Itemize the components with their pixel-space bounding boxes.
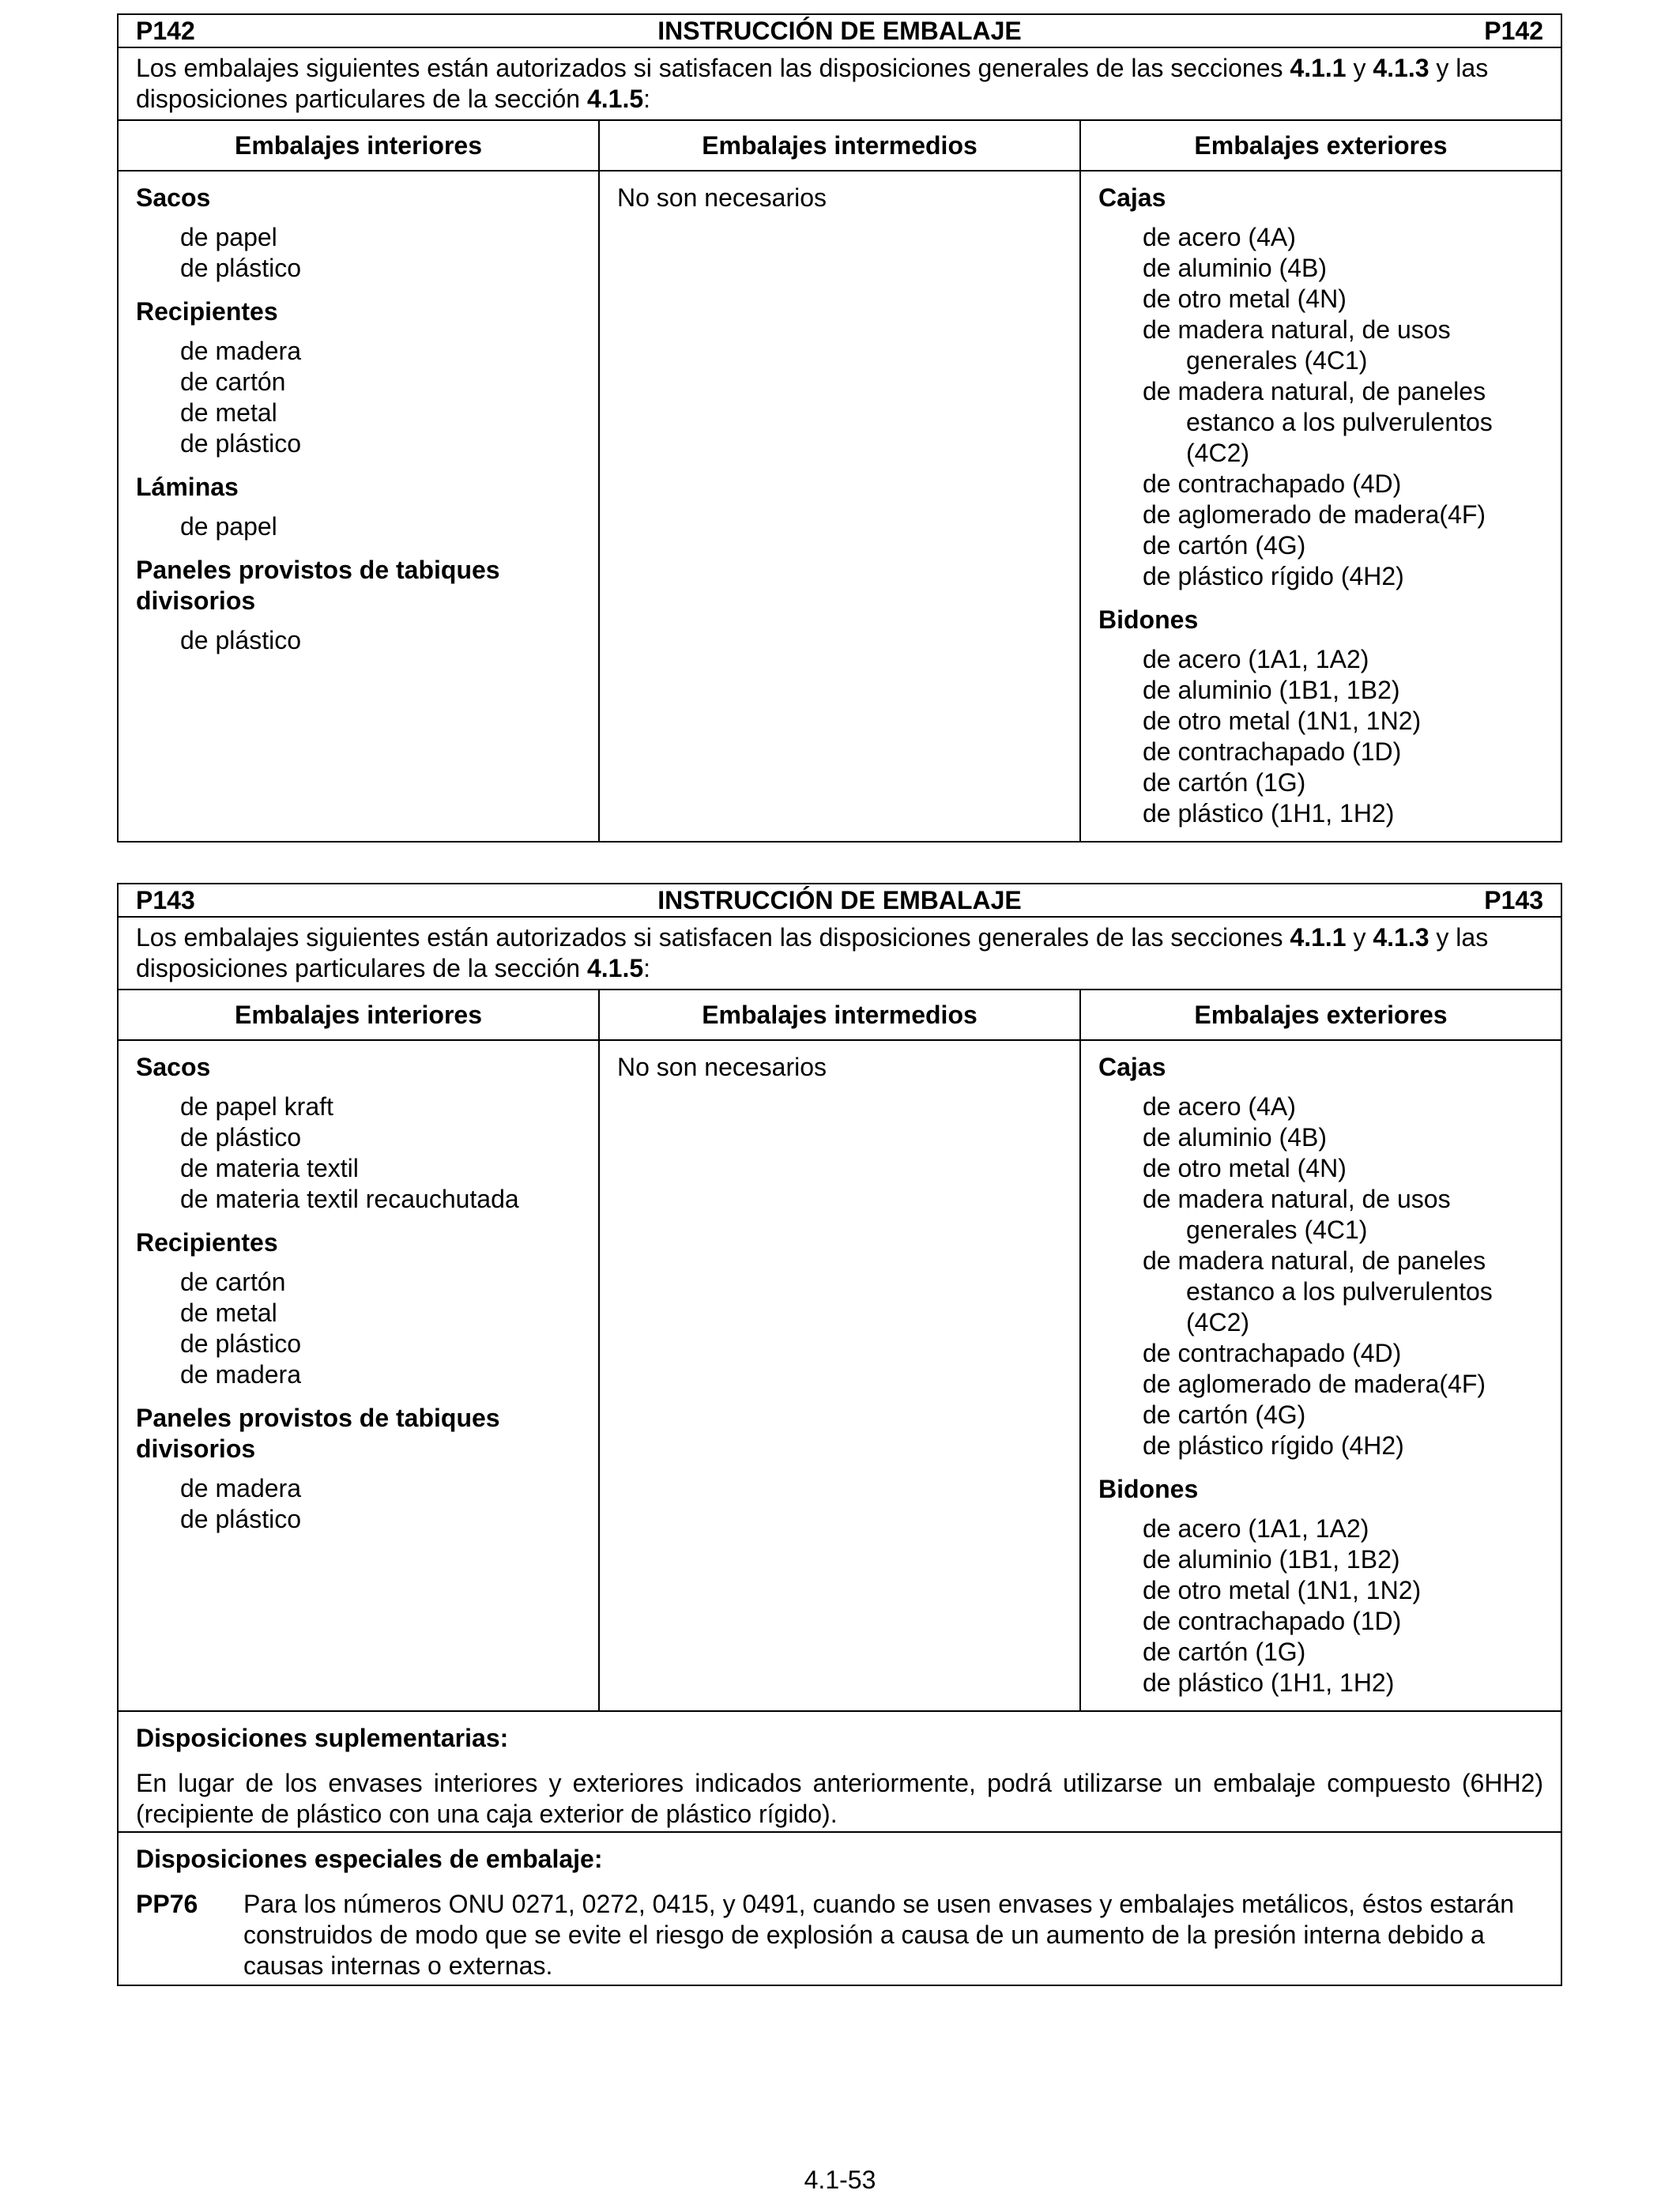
list-item: de cartón (4G) [1143, 1400, 1306, 1429]
inner-packagings-cell [118, 171, 599, 842]
group-title: Láminas [136, 473, 239, 501]
instruction-title: INSTRUCCIÓN DE EMBALAJE [657, 886, 1022, 914]
intermediate-text: No son necesarios [617, 1053, 827, 1081]
group-title: Recipientes [136, 297, 278, 326]
group-title: Cajas [1098, 1053, 1166, 1081]
list-item: de plástico rígido (4H2) [1143, 562, 1404, 590]
intro-text: y [1346, 923, 1373, 952]
provision-text: Para los números ONU 0271, 0272, 0415, y 0491, cuando se usen envases y embalajes metálicos, éstos estarán construidos de modo que se evite el riesgo de explosión a causa de un aumento de la presión interna debido a causas internas o externas. [243, 1890, 1515, 1980]
list-item-continuation: generales (4C1) [1186, 1216, 1368, 1244]
instruction-code-left: P143 [136, 886, 195, 914]
supplementary-title: Disposiciones suplementarias: [136, 1724, 509, 1752]
list-item: de cartón [180, 368, 286, 396]
intro-text: Los embalajes siguientes están autorizados si satisfacen las disposiciones generales de las secciones [136, 923, 1290, 952]
group-title [136, 555, 581, 616]
list-item: de madera [180, 1360, 301, 1389]
list-item: de otro metal (4N) [1143, 1154, 1347, 1182]
list-item: de contrachapado (4D) [1143, 469, 1402, 498]
page-number: 4.1-53 [804, 2166, 876, 2194]
group-title-line: Paneles provistos de tabiques [136, 1404, 500, 1432]
column-header-intermediate: Embalajes intermedios [599, 120, 1080, 171]
group-title: Cajas [1098, 183, 1166, 212]
intro-text: : [643, 85, 651, 113]
group-title [136, 1403, 581, 1465]
list-item: de cartón (1G) [1143, 768, 1306, 797]
list-item: de aglomerado de madera(4F) [1143, 1370, 1486, 1398]
intermediate-packagings-cell [599, 1040, 1080, 1711]
instruction-title: INSTRUCCIÓN DE EMBALAJE [657, 17, 1022, 45]
group-title: Recipientes [136, 1228, 278, 1257]
list-item: de madera natural, de usos [1143, 315, 1451, 344]
group-title: Bidones [1098, 605, 1199, 634]
list-item: de otro metal (4N) [1143, 285, 1347, 313]
column-header-inner: Embalajes interiores [118, 120, 599, 171]
special-packing-provisions [118, 1832, 1561, 1985]
intro-text: Los embalajes siguientes están autorizados si satisfacen las disposiciones generales de las secciones [136, 54, 1290, 82]
list-item-continuation: generales (4C1) [1186, 346, 1368, 375]
list-item: de acero (1A1, 1A2) [1143, 645, 1369, 673]
list-item: de plástico [180, 626, 301, 654]
instruction-code-right: P142 [1484, 17, 1544, 45]
special-title: Disposiciones especiales de embalaje: [136, 1845, 603, 1873]
group-title-line: Paneles provistos de tabiques [136, 556, 500, 584]
list-item: de papel [180, 223, 277, 251]
list-item-continuation: (4C2) [1186, 1308, 1250, 1336]
packing-instruction-p142 [117, 13, 1562, 843]
column-header-outer: Embalajes exteriores [1080, 120, 1561, 171]
section-ref: 4.1.1 [1290, 54, 1347, 82]
intermediate-packagings-cell [599, 171, 1080, 842]
list-item: de madera natural, de usos [1143, 1185, 1451, 1213]
list-item: de cartón (4G) [1143, 531, 1306, 560]
section-ref: 4.1.5 [586, 954, 644, 982]
intro-text: y [1346, 54, 1373, 82]
group-title-line: divisorios [136, 1434, 256, 1463]
list-item: de cartón [180, 1268, 286, 1296]
list-item: de aluminio (4B) [1143, 254, 1327, 282]
list-item: de metal [180, 398, 277, 427]
intro-text: y las disposiciones particulares de la sección [136, 54, 1489, 113]
group-title: Sacos [136, 1053, 211, 1081]
list-item: de acero (4A) [1143, 1092, 1296, 1121]
section-ref: 4.1.5 [586, 85, 644, 113]
list-item: de madera natural, de paneles [1143, 1246, 1486, 1275]
list-item: de plástico (1H1, 1H2) [1143, 799, 1395, 827]
list-item: de aluminio (1B1, 1B2) [1143, 676, 1400, 704]
list-item: de aluminio (1B1, 1B2) [1143, 1545, 1400, 1574]
list-item-continuation: estanco a los pulverulentos [1186, 1277, 1493, 1306]
list-item: de plástico (1H1, 1H2) [1143, 1668, 1395, 1697]
supplementary-text: En lugar de los envases interiores y exteriores indicados anteriormente, podrá utilizarse un embalaje compuesto (6HH2) (recipiente de plástico con una caja exterior de plástico rígido). [136, 1769, 1544, 1828]
list-item: de cartón (1G) [1143, 1638, 1306, 1666]
intro-paragraph [118, 47, 1561, 120]
list-item: de acero (1A1, 1A2) [1143, 1514, 1369, 1543]
list-item: de plástico [180, 1123, 301, 1152]
list-item: de otro metal (1N1, 1N2) [1143, 1576, 1422, 1604]
intro-paragraph [118, 917, 1561, 990]
list-item: de acero (4A) [1143, 223, 1296, 251]
packing-instruction-p143 [117, 883, 1562, 1986]
group-title: Sacos [136, 183, 211, 212]
list-item: de metal [180, 1299, 277, 1327]
column-header-outer: Embalajes exteriores [1080, 990, 1561, 1040]
list-item: de materia textil [180, 1154, 359, 1182]
list-item: de papel [180, 512, 277, 541]
column-header-intermediate: Embalajes intermedios [599, 990, 1080, 1040]
list-item: de madera [180, 337, 301, 365]
list-item: de otro metal (1N1, 1N2) [1143, 707, 1422, 735]
list-item: de plástico [180, 1329, 301, 1358]
section-ref: 4.1.3 [1373, 923, 1430, 952]
list-item: de madera [180, 1474, 301, 1502]
instruction-code-left: P142 [136, 17, 195, 45]
list-item-continuation: (4C2) [1186, 439, 1250, 467]
list-item: de materia textil recauchutada [180, 1185, 519, 1213]
title-bar [118, 884, 1561, 917]
list-item: de plástico [180, 429, 301, 458]
group-title-line: divisorios [136, 586, 256, 615]
list-item: de plástico rígido (4H2) [1143, 1431, 1404, 1460]
inner-packagings-cell [118, 1040, 599, 1711]
list-item: de contrachapado (4D) [1143, 1339, 1402, 1367]
list-item: de papel kraft [180, 1092, 333, 1121]
title-bar [118, 14, 1561, 47]
column-header-inner: Embalajes interiores [118, 990, 599, 1040]
intermediate-text: No son necesarios [617, 183, 827, 212]
group-title: Bidones [1098, 1475, 1199, 1503]
outer-packagings-cell [1080, 1040, 1561, 1711]
section-ref: 4.1.1 [1290, 923, 1347, 952]
list-item: de madera natural, de paneles [1143, 377, 1486, 405]
instruction-code-right: P143 [1484, 886, 1544, 914]
list-item: de contrachapado (1D) [1143, 1607, 1402, 1635]
intro-text: y las disposiciones particulares de la sección [136, 923, 1489, 982]
list-item: de aglomerado de madera(4F) [1143, 500, 1486, 529]
intro-text: : [643, 954, 651, 982]
list-item: de contrachapado (1D) [1143, 737, 1402, 766]
outer-packagings-cell [1080, 171, 1561, 842]
list-item: de aluminio (4B) [1143, 1123, 1327, 1152]
list-item: de plástico [180, 1505, 301, 1533]
list-item: de plástico [180, 254, 301, 282]
special-provision-row [136, 1889, 1543, 1981]
section-ref: 4.1.3 [1373, 54, 1430, 82]
provision-code: PP76 [136, 1890, 198, 1918]
list-item-continuation: estanco a los pulverulentos [1186, 408, 1493, 436]
supplementary-provisions [118, 1711, 1561, 1832]
